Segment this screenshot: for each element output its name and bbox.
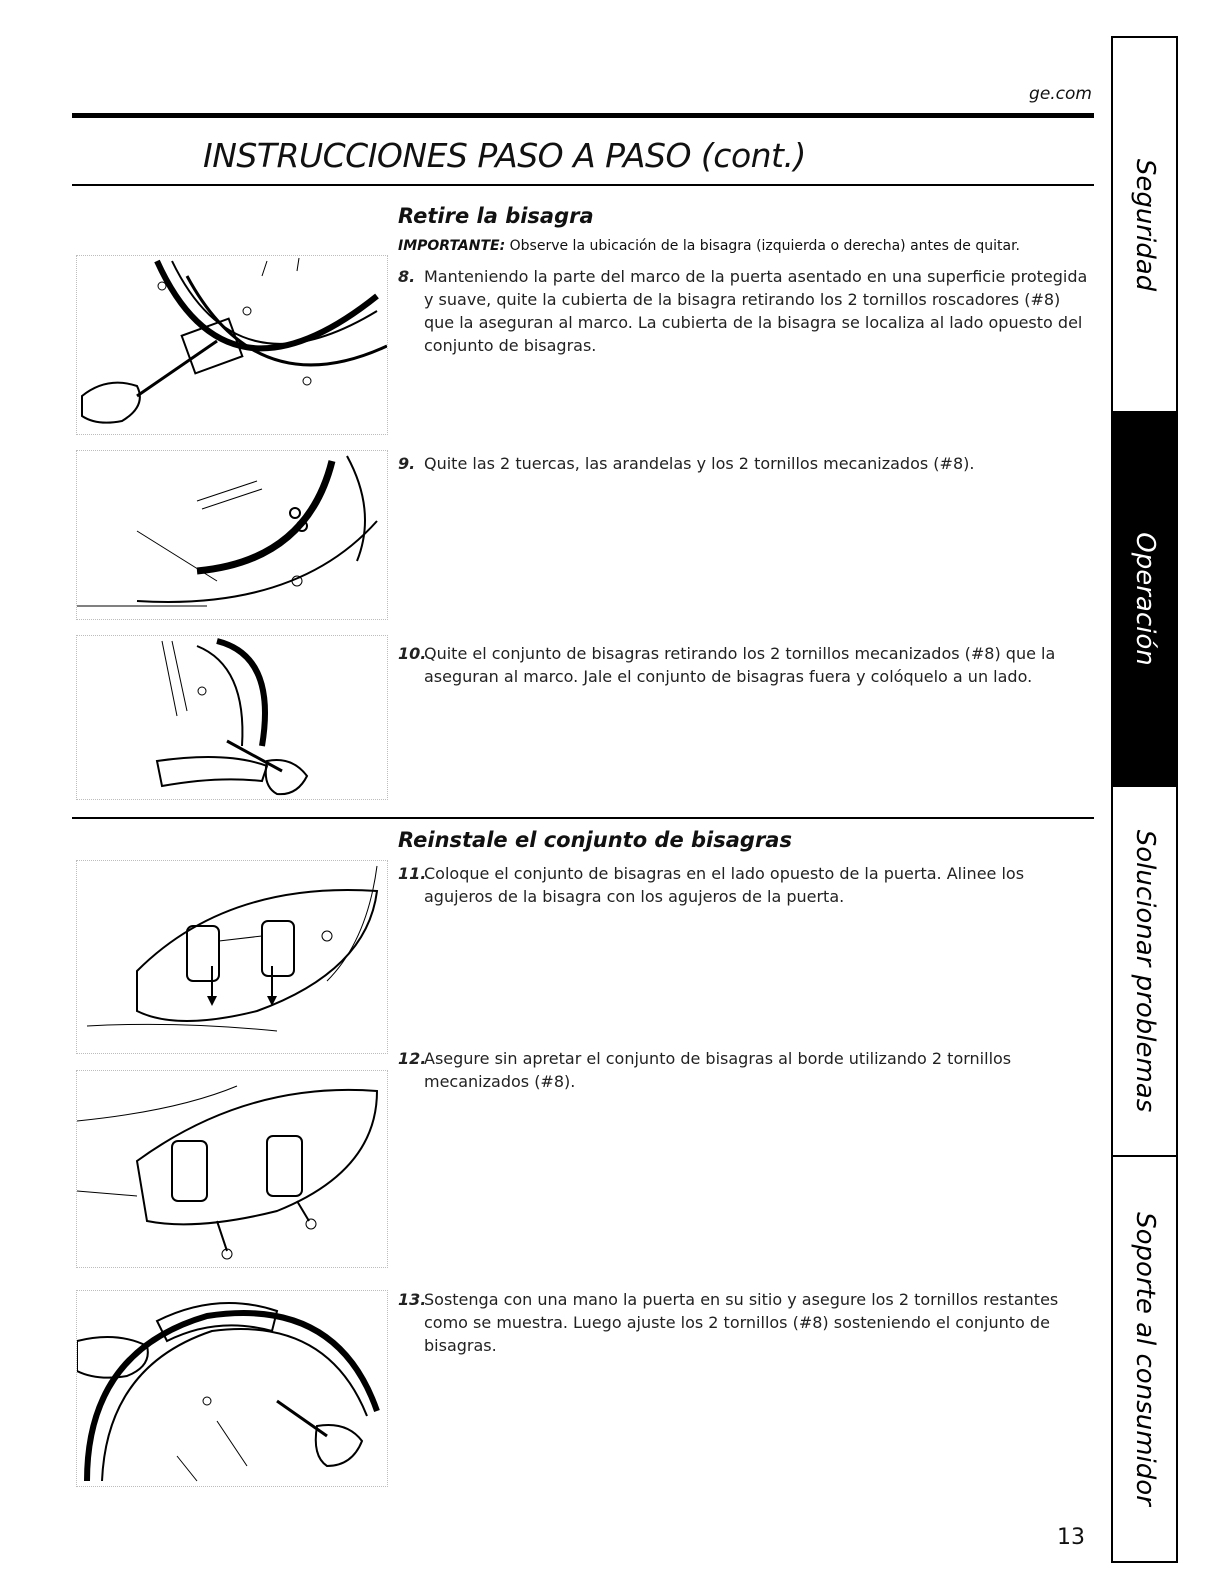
step-text: Sostenga con una mano la puerta en su sitio y asegure los 2 tornillos restantes como se muestra. Luego ajuste los 2 tornillos (#8) sosteniendo el conjunto de bisagras. [424,1290,1059,1355]
step-number: 11. [398,864,427,883]
hinge-assembly-drawing [77,636,387,799]
section-rule [72,817,1094,819]
page-title: INSTRUCCIONES PASO A PASO (cont.) [203,136,806,175]
tab-label: Seguridad [1129,158,1160,291]
step-text: Asegure sin apretar el conjunto de bisagras al borde utilizando 2 tornillos mecanizados (#8). [424,1049,1012,1091]
step-10 [398,642,1088,688]
step-8 [398,265,1088,357]
site-url: ge.com [1029,84,1092,104]
hinge-nuts-drawing [77,451,387,619]
step-12 [398,1047,1088,1093]
step-number: 8. [398,267,416,286]
section-heading-remove-hinge: Retire la bisagra [398,204,594,228]
title-rule [72,184,1094,186]
step-13 [398,1288,1088,1357]
hinge-assembly-removal-illustration [76,635,388,800]
step-number: 12. [398,1049,427,1068]
door-frame-screwdriver-drawing [77,256,387,434]
tab-operacion[interactable] [1113,413,1176,787]
step-9 [398,452,1088,475]
tab-label: Operación [1129,532,1160,666]
tab-label: Solucionar problemas [1129,829,1160,1113]
step-text: Quite las 2 tuercas, las arandelas y los 2 tornillos mecanizados (#8). [424,454,975,473]
hinge-loose-fastening-illustration [76,1070,388,1268]
step-number: 10. [398,644,427,663]
step-11 [398,862,1088,908]
hinge-alignment-drawing [77,861,387,1053]
hinge-cover-removal-illustration [76,255,388,435]
hinge-final-tightening-illustration [76,1290,388,1487]
step-number: 13. [398,1290,427,1309]
tab-label: Soporte al consumidor [1129,1212,1160,1506]
step-number: 9. [398,454,416,473]
hinge-placement-illustration [76,860,388,1054]
door-hand-screwdriver-drawing [77,1291,387,1486]
tab-solucionar-problemas[interactable] [1113,787,1176,1157]
section-tabs [1111,36,1178,1563]
step-text: Manteniendo la parte del marco de la puerta asentado en una superficie protegida y suave, quite la cubierta de la bisagra retirando los 2 tornillos roscadores (#8) que la aseguran al marco. La cubierta de la bisagra se localiza al lado opuesto del conjunto de bisagras. [424,267,1088,355]
important-note [398,238,1098,254]
tab-seguridad[interactable] [1113,38,1176,413]
hinge-screws-drawing [77,1071,387,1267]
important-text: Observe la ubicación de la bisagra (izquierda o derecha) antes de quitar. [509,238,1020,254]
step-text: Coloque el conjunto de bisagras en el lado opuesto de la puerta. Alinee los agujeros de la bisagra con los agujeros de la puerta. [424,864,1025,906]
header-rule [72,113,1094,118]
section-heading-reinstall-hinge: Reinstale el conjunto de bisagras [398,828,792,852]
step-text: Quite el conjunto de bisagras retirando los 2 tornillos mecanizados (#8) que la aseguran al marco. Jale el conjunto de bisagras fuera y colóquelo a un lado. [424,644,1056,686]
tab-soporte-al-consumidor[interactable] [1113,1157,1176,1561]
page-number: 13 [1057,1525,1085,1550]
nuts-washers-removal-illustration [76,450,388,620]
important-label: IMPORTANTE: [398,238,506,254]
